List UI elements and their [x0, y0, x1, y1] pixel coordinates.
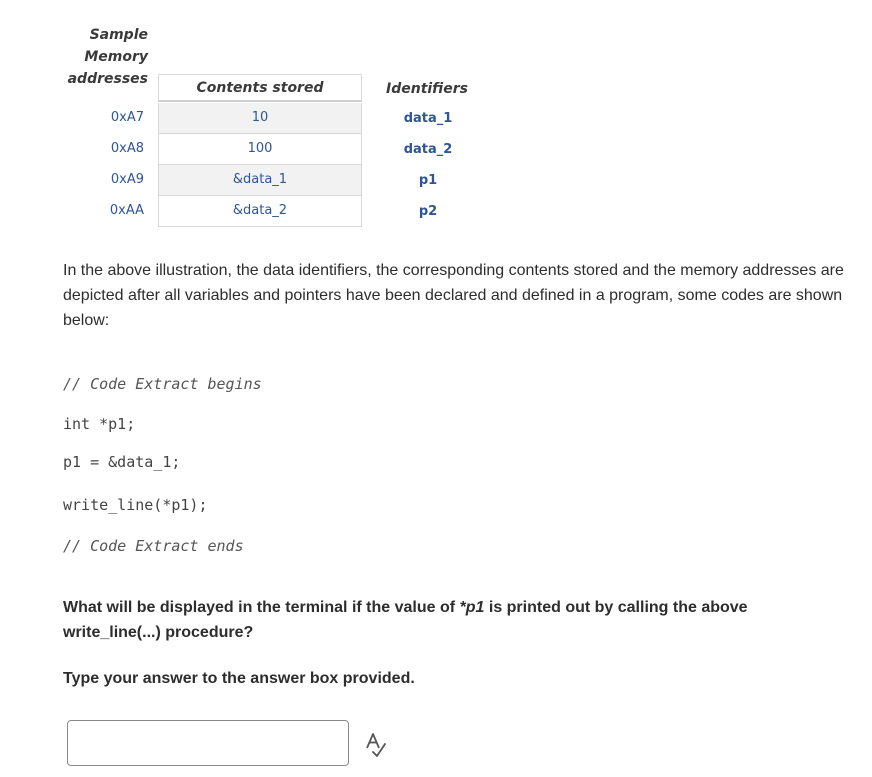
question-emphasis: *p1: [459, 599, 485, 616]
identifier: data_2: [403, 142, 453, 157]
memory-address: 0xA9: [110, 172, 144, 187]
memory-address: 0xA7: [110, 110, 144, 125]
question-text: What will be displayed in the terminal if the value of *p1 is printed out by calling the above write_line(...) procedure?: [63, 599, 748, 641]
code-end-comment: // Code Extract ends: [63, 537, 244, 555]
memory-address: 0xAA: [109, 203, 144, 218]
code-line: int *p1;: [63, 415, 136, 433]
identifier: p2: [418, 204, 438, 219]
code-line: write_line(*p1);: [63, 496, 208, 514]
memory-addresses-header: Sample Memory addresses: [67, 27, 148, 87]
code-line: p1 = &data_1;: [63, 453, 181, 471]
content-cell: &data_1: [158, 165, 362, 196]
spellcheck-icon[interactable]: [362, 728, 388, 758]
identifier: p1: [418, 173, 438, 188]
identifiers-header: Identifiers: [386, 81, 468, 97]
identifier: data_1: [403, 111, 453, 126]
content-cell: 10: [158, 103, 362, 134]
content-cell: &data_2: [158, 196, 362, 227]
description-paragraph: In the above illustration, the data identifiers, the corresponding contents stored and the memory addresses are depicted after all variables and pointers have been declared and defined in a program, some codes are shown below:: [63, 262, 844, 329]
answer-input[interactable]: [67, 720, 349, 766]
content-cell: 100: [158, 134, 362, 165]
memory-address: 0xA8: [110, 141, 144, 156]
code-begin-comment: // Code Extract begins: [63, 375, 262, 393]
contents-stored-header: Contents stored: [158, 74, 362, 102]
answer-instruction: Type your answer to the answer box provided.: [63, 670, 415, 687]
